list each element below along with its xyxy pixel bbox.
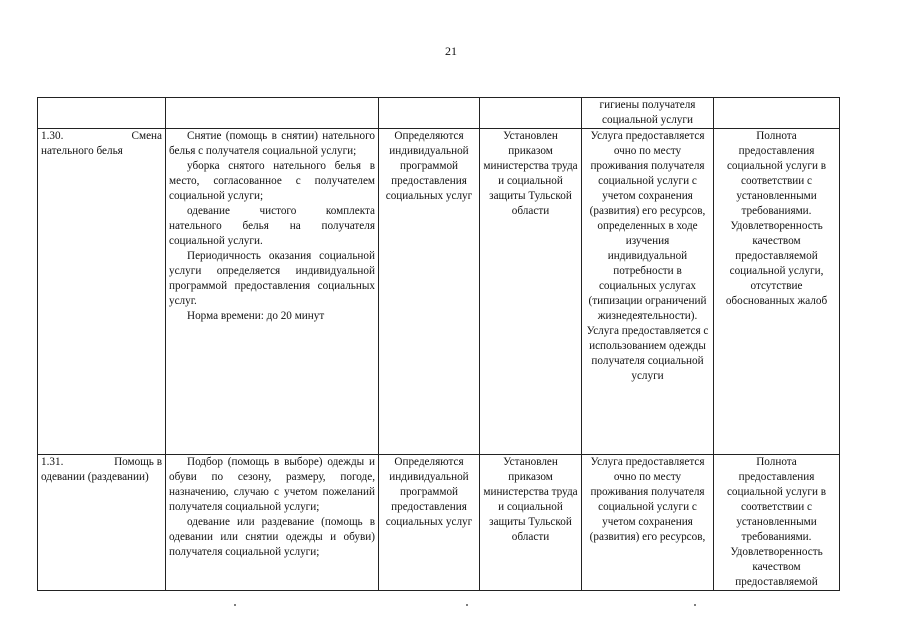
scan-speck: [466, 604, 468, 606]
table-cell: [166, 98, 379, 129]
description-paragraph: Периодичность оказания социальной услуги определяется индивидуальной программой предоставления социальных услуг.: [169, 250, 375, 307]
scan-speck: [694, 604, 696, 606]
service-name-first: Помощь в: [114, 456, 162, 468]
description-paragraph: одевание чистого комплекта нательного белья на получателя социальной услуги.: [169, 205, 375, 247]
service-quality-cell: Полнота предоставления социальной услуги в соответствии с установленными требованиями. Удовлетворенность качеством предоставляемой: [714, 455, 840, 591]
service-tariff-cell: Установлен приказом министерства труда и социальной защиты Тульской области: [480, 455, 582, 591]
service-description-cell: [166, 129, 379, 455]
description-paragraph: уборка снятого нательного белья в место, согласованное с получателем социальной услуги;: [169, 160, 375, 202]
service-name-rest: одевании (раздевании): [41, 471, 149, 483]
service-quality-cell: Полнота предоставления социальной услуги в соответствии с установленными требованиями. Удовлетворенность качеством предоставляемой социальной услуги, отсутствие обоснованных жалоб: [714, 129, 840, 455]
service-volume-cell: Определяются индивидуальной программой предоставления социальных услуг: [379, 129, 480, 455]
description-paragraph: одевание или раздевание (помощь в одевании или снятии одежды и обуви) получателя социальной услуги;: [169, 516, 375, 558]
table-cell: [480, 98, 582, 129]
service-name-rest: нательного белья: [41, 145, 123, 157]
service-conditions-cell: гигиены получателя социальной услуги: [582, 98, 714, 129]
table-row-continuation: [38, 98, 840, 129]
scan-speck: [234, 604, 236, 606]
table-row-1-30: [38, 129, 840, 455]
description-paragraph: Норма времени: до 20 минут: [187, 310, 325, 322]
table-cell: [38, 98, 166, 129]
description-paragraph: Подбор (помощь в выборе) одежды и обуви по сезону, размеру, погоде, назначению, случаю с учетом пожеланий получателя социальной услуги;: [169, 456, 375, 513]
service-name-cell: [38, 129, 166, 455]
table-row-1-31: [38, 455, 840, 591]
service-name-cell: [38, 455, 166, 591]
service-volume-cell: Определяются индивидуальной программой предоставления социальных услуг: [379, 455, 480, 591]
table-cell: [714, 98, 840, 129]
service-name-first: Смена: [131, 130, 162, 142]
description-paragraph: Снятие (помощь в снятии) нательного белья с получателя социальной услуги;: [169, 130, 375, 157]
scan-specks: [0, 604, 902, 610]
service-number: 1.30.: [41, 130, 64, 142]
service-conditions-cell: Услуга предоставляется очно по месту проживания получателя социальной услуги с учетом сохранения (развития) его ресурсов,: [582, 455, 714, 591]
service-number: 1.31.: [41, 456, 64, 468]
services-table: [37, 97, 840, 591]
service-description-cell: [166, 455, 379, 591]
page-number: 21: [445, 44, 457, 58]
service-conditions-cell: Услуга предоставляется очно по месту проживания получателя социальной услуги с учетом сохранения (развития) его ресурсов, определенных в ходе изучения индивидуальной потребности в социальных услугах (типизации ограничений жизнедеятельности). Услуга предоставляется с использованием одежды получателя социальной услуги: [582, 129, 714, 455]
service-tariff-cell: Установлен приказом министерства труда и социальной защиты Тульской области: [480, 129, 582, 455]
table-cell: [379, 98, 480, 129]
